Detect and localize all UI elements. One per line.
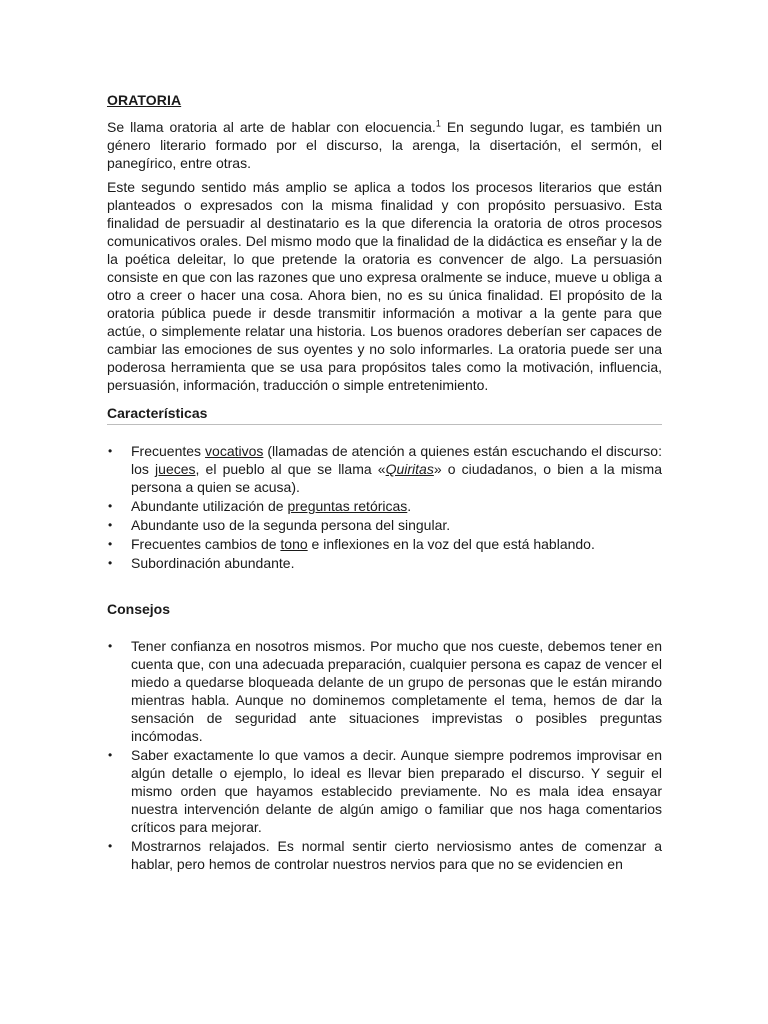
list-item-text: » o ciudadanos, o bien a la misma persona a quien se acusa). — [131, 461, 662, 495]
list-item — [107, 554, 662, 572]
intro-paragraph — [107, 118, 662, 172]
link-quiritas[interactable]: Quiritas — [385, 461, 434, 477]
bullet-icon: • — [108, 537, 113, 551]
body-paragraph: Este segundo sentido más amplio se aplica a todos los procesos literarios que están planteados o expresados con la misma finalidad y con propósito persuasivo. Esta finalidad de persuadir al destinatario es la que diferencia la oratoria de otros procesos comunicativos orales. Del mismo modo que la finalidad de la didáctica es enseñar y la de la poética deleitar, lo que pretende la oratoria es convencer de algo. La persuasión consiste en que con las razones que uno expresa oralmente se induce, mueve u obliga a otro a creer o hacer una cosa. Ahora bien, no es su única finalidad. El propósito de la oratoria pública puede ir desde transmitir información a motivar a la gente para que actúe, o simplemente relatar una historia. Los buenos oradores deberían ser capaces de cambiar las emociones de sus oyentes y no solo informarles. La oratoria puede ser una poderosa herramienta que se usa para propósitos tales como la motivación, influencia, persuasión, información, traducción o simple entretenimiento. — [107, 179, 662, 393]
link-preguntas-retoricas[interactable]: preguntas retóricas — [287, 498, 408, 514]
bullet-icon: • — [108, 499, 113, 513]
bullet-icon: • — [108, 748, 113, 762]
list-item-text: , el pueblo al que se llama « — [195, 461, 386, 477]
list-item — [107, 746, 662, 836]
list-item — [107, 516, 662, 534]
intro-text: Se llama oratoria al arte de hablar con elocuencia. — [107, 119, 436, 135]
document-body — [107, 92, 662, 874]
list-item-text: Frecuentes cambios de — [131, 536, 281, 552]
list-item — [107, 637, 662, 745]
list-item-text: Subordinación abundante. — [131, 555, 295, 571]
list-item — [107, 497, 662, 515]
page-title: ORATORIA — [107, 92, 182, 108]
list-item-text: (llamadas de atención a quienes están escuchando el discurso: los — [131, 443, 662, 477]
link-vocativos[interactable]: vocativos — [205, 443, 264, 459]
bullet-icon: • — [108, 444, 113, 458]
bullet-icon: • — [108, 639, 113, 653]
intro-text-continued: En segundo lugar, es también un género literario formado por el discurso, la arenga, la disertación, el sermón, el panegírico, entre otras. — [107, 119, 662, 171]
list-item — [107, 535, 662, 553]
consejos-list — [107, 637, 662, 873]
bullet-icon: • — [108, 556, 113, 570]
link-jueces[interactable]: jueces — [155, 461, 196, 477]
bullet-icon: • — [108, 518, 113, 532]
section-heading-consejos: Consejos — [107, 601, 171, 617]
caracteristicas-list — [107, 442, 662, 572]
list-item-text: Frecuentes — [131, 443, 206, 459]
list-item-text: Abundante uso de la segunda persona del singular. — [131, 517, 451, 533]
bullet-icon: • — [108, 839, 113, 853]
section-heading-caracteristicas: Características — [107, 404, 662, 425]
list-item — [107, 442, 662, 496]
list-item — [107, 837, 662, 873]
list-item-text: Saber exactamente lo que vamos a decir. Aunque siempre podremos improvisar en algún detalle o ejemplo, lo ideal es llevar bien preparado el discurso. Y seguir el mismo orden que hayamos establecido previamente. No es mala idea ensayar nuestra intervención delante de algún amigo o familiar que nos haga comentarios críticos para mejorar. — [131, 747, 662, 835]
list-item-text: Mostrarnos relajados. Es normal sentir cierto nerviosismo antes de comenzar a hablar, pero hemos de controlar nuestros nervios para que no se evidencien en — [131, 838, 662, 872]
list-item-text: Tener confianza en nosotros mismos. Por mucho que nos cueste, debemos tener en cuenta que, con una adecuada preparación, cualquier persona es capaz de vencer el miedo a quedarse bloqueada delante de un grupo de personas que le están mirando mientras habla. Aunque no dominemos completamente el tema, hemos de dar la sensación de seguridad ante situaciones imprevistas o posibles preguntas incómodas. — [131, 638, 662, 744]
list-item-text: . — [407, 498, 412, 514]
list-item-text: e inflexiones en la voz del que está hablando. — [307, 536, 595, 552]
footnote-reference[interactable]: 1 — [435, 118, 441, 129]
link-tono[interactable]: tono — [280, 536, 308, 552]
list-item-text: Abundante utilización de — [131, 498, 288, 514]
